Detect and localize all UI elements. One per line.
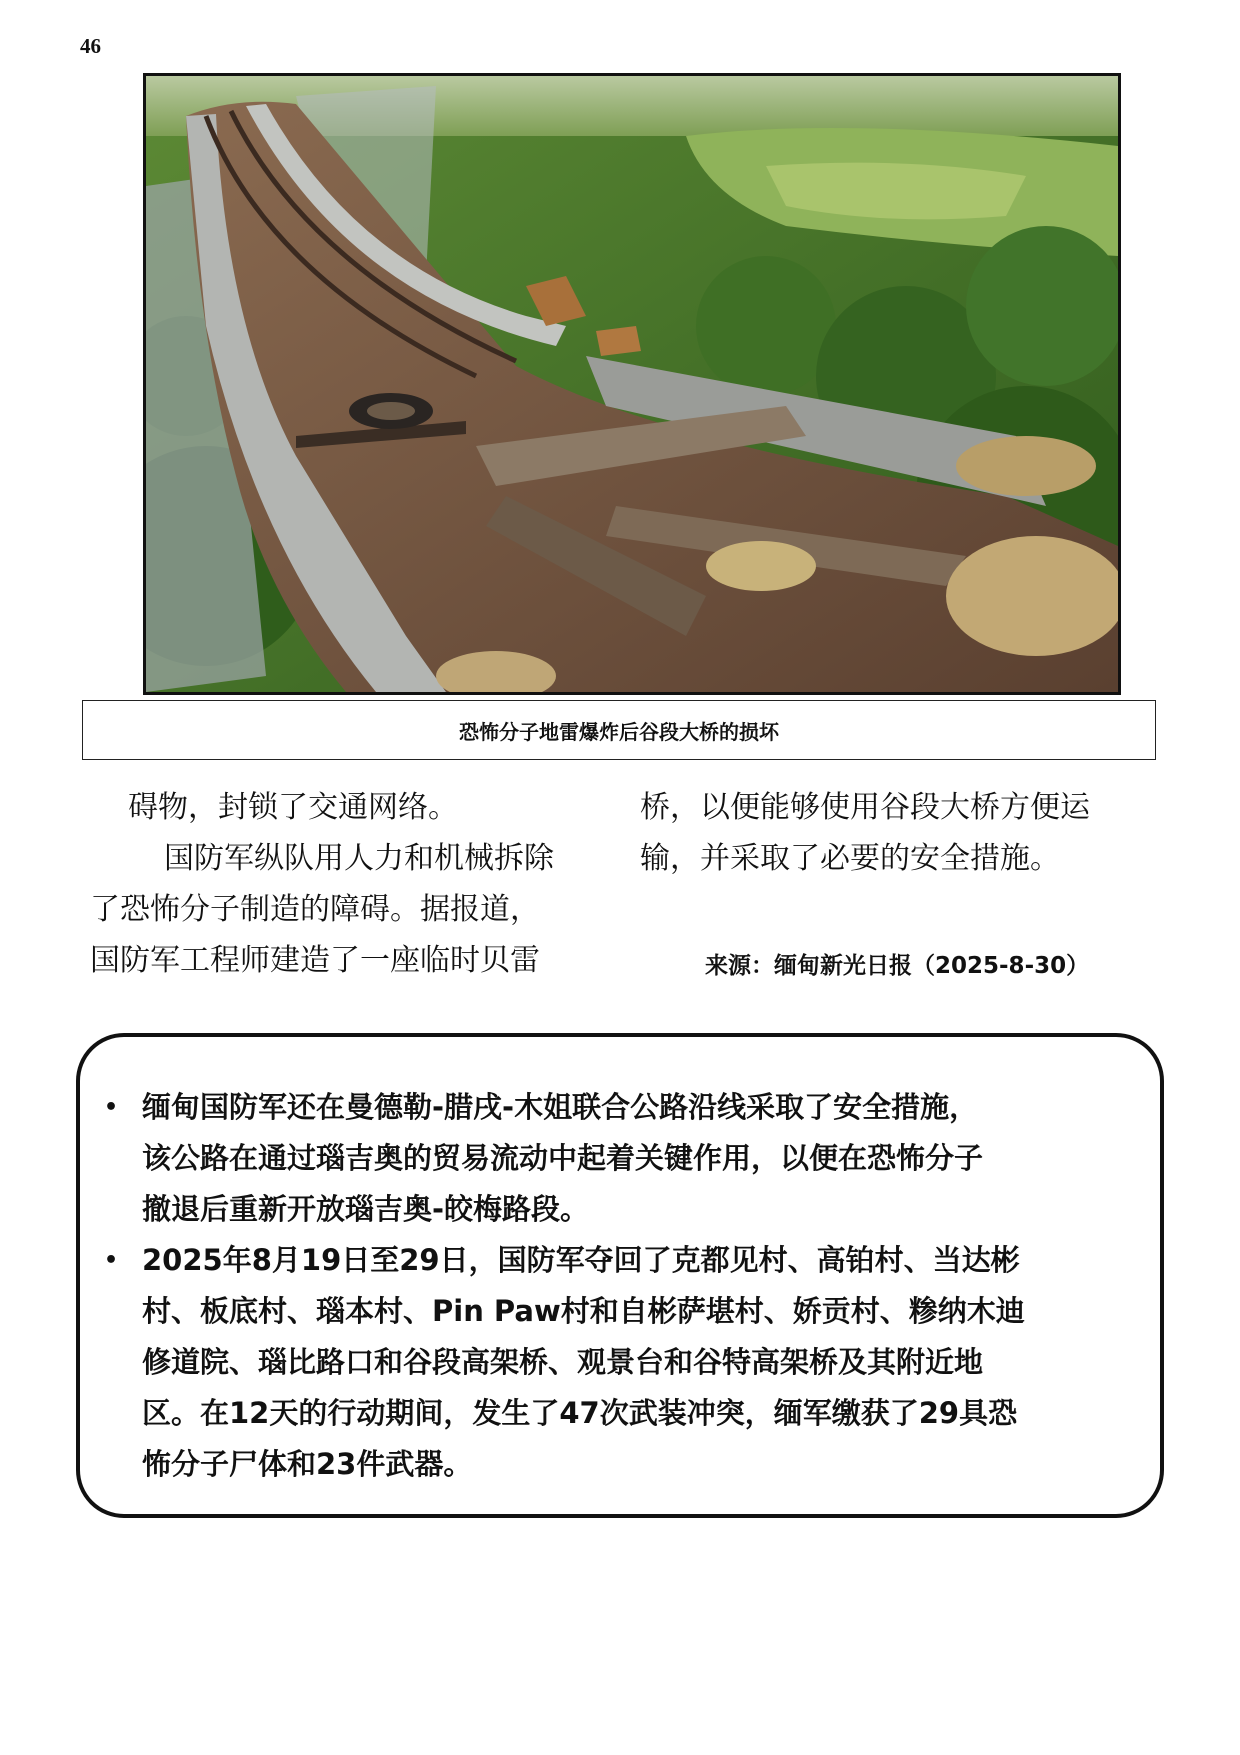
text-line: 村、板底村、瑙本村、Pin Paw村和自彬萨堪村、娇贡村、糁纳木迪 [142,1294,1025,1328]
bullet-item [100,1235,1130,1490]
text-line: 该公路在通过瑙吉奥的贸易流动中起着关键作用，以便在恐怖分子 [142,1141,984,1175]
text-line: 区。在12天的行动期间，发生了47次武装冲突，缅军缴获了29具恐 [142,1396,1018,1430]
text-line: 输，并采取了必要的安全措施。 [640,841,1060,876]
text-line: 了恐怖分子制造的障碍。据报道， [90,892,540,927]
text-line: 缅甸国防军还在曼德勒-腊戌-木姐联合公路沿线采取了安全措施， [142,1090,979,1124]
text-line: 国防军工程师建造了一座临时贝雷 [90,943,540,978]
text-line: 国防军纵队用人力和机械拆除 [164,841,554,876]
photo-caption: 恐怖分子地雷爆炸后谷段大桥的损坏 [82,700,1156,760]
article-left-column [90,782,605,986]
bridge-photo [143,73,1121,695]
source-citation: 来源：缅甸新光日报（2025-8-30） [705,953,1090,979]
bullet-item [100,1082,1130,1235]
text-line: 怖分子尸体和23件武器。 [142,1447,473,1481]
bullet-dot-icon: • [104,1095,119,1120]
text-line: 碍物，封锁了交通网络。 [128,790,458,825]
page-number: 46 [80,34,101,58]
bullet-dot-icon: • [104,1248,119,1273]
article-right-column [640,782,1160,884]
text-line: 撤退后重新开放瑙吉奥-皎梅路段。 [142,1192,590,1226]
text-line: 桥，以便能够使用谷段大桥方便运 [640,790,1090,825]
text-line: 2025年8月19日至29日，国防军夺回了克都见村、高铂村、当达彬 [142,1243,1020,1277]
text-line: 修道院、瑙比路口和谷段高架桥、观景台和谷特高架桥及其附近地 [142,1345,984,1379]
summary-bullet-list [100,1082,1130,1490]
